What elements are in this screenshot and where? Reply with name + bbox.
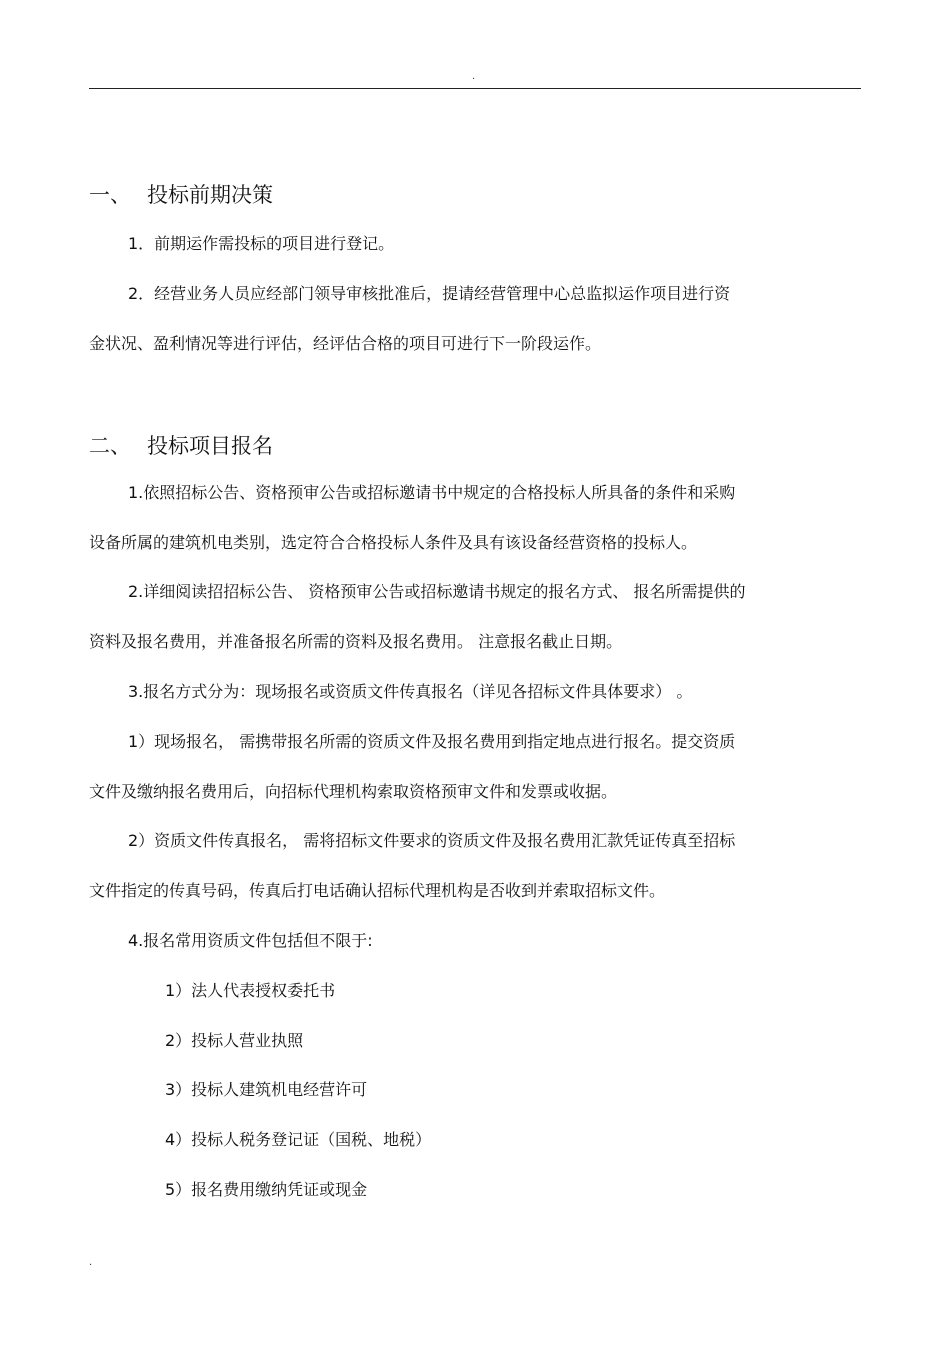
document-item-4: 4）投标人税务登记证（国税、地税） [165, 1130, 432, 1149]
section1-number: 一、 [89, 183, 131, 207]
section2-line-3: 2.详细阅读招招标公告、 资格预审公告或招标邀请书规定的报名方式、 报名所需提供的 [128, 582, 746, 601]
section2-line-6: 1）现场报名， 需携带报名所需的资质文件及报名费用到指定地点进行报名。提交资质 [128, 732, 736, 751]
header-mark: . [472, 71, 476, 82]
section2-line-9: 文件指定的传真号码，传真后打电话确认招标代理机构是否收到并索取招标文件。 [89, 881, 666, 900]
document-item-5: 5）报名费用缴纳凭证或现金 [165, 1180, 368, 1199]
document-item-1: 1）法人代表授权委托书 [165, 981, 336, 1000]
section2-line-7: 文件及缴纳报名费用后，向招标代理机构索取资格预审文件和发票或收据。 [89, 782, 618, 801]
footer-mark: . [89, 1257, 93, 1268]
section2-number: 二、 [89, 434, 131, 458]
section2-line-5: 3.报名方式分为：现场报名或资质文件传真报名（详见各招标文件具体要求） 。 [128, 682, 693, 701]
section1-line-3: 金状况、盈利情况等进行评估，经评估合格的项目可进行下一阶段运作。 [89, 334, 602, 353]
section2-heading [89, 432, 273, 460]
section1-line-2: 2．经营业务人员应经部门领导审核批准后，提请经营管理中心总监拟运作项目进行资 [128, 284, 731, 303]
section2-line-10: 4.报名常用资质文件包括但不限于: [128, 931, 373, 950]
document-item-3: 3）投标人建筑机电经营许可 [165, 1080, 368, 1099]
document-item-2: 2）投标人营业执照 [165, 1031, 304, 1050]
section2-line-1: 1.依照招标公告、资格预审公告或招标邀请书中规定的合格投标人所具备的条件和采购 [128, 483, 736, 502]
section2-line-8: 2）资质文件传真报名， 需将招标文件要求的资质文件及报名费用汇款凭证传真至招标 [128, 831, 736, 850]
section2-title: 投标项目报名 [147, 434, 273, 458]
section1-title: 投标前期决策 [147, 183, 273, 207]
header-rule [89, 88, 861, 89]
section2-line-4: 资料及报名费用，并准备报名所需的资料及报名费用。 注意报名截止日期。 [89, 632, 623, 651]
section2-line-2: 设备所属的建筑机电类别，选定符合合格投标人条件及具有该设备经营资格的投标人。 [89, 533, 698, 552]
section1-heading [89, 181, 273, 209]
section1-line-1: 1．前期运作需投标的项目进行登记。 [128, 234, 395, 253]
